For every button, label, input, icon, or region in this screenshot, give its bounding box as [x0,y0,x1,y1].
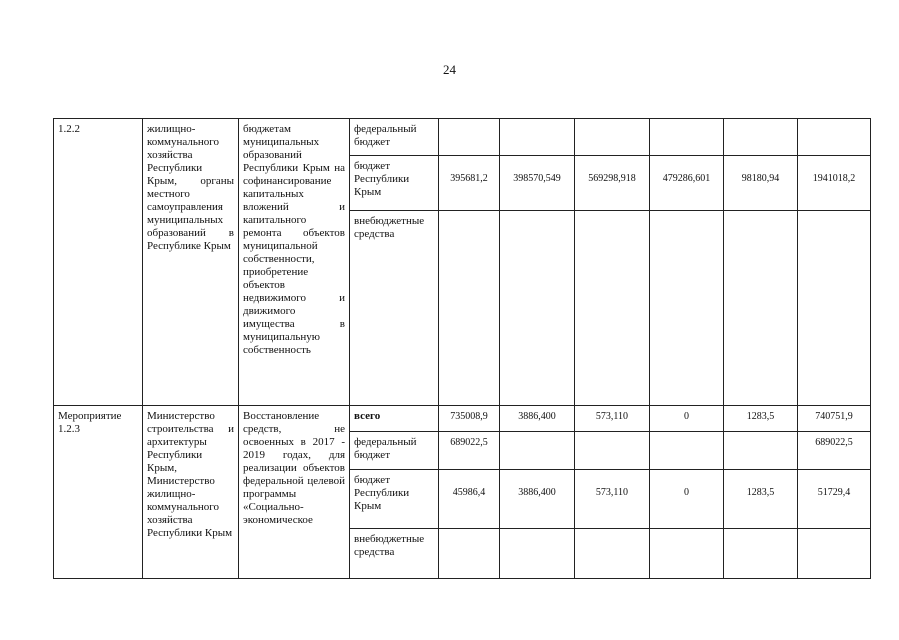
value-cell [575,432,650,470]
value-cell [650,432,724,470]
value-cell: 45986,4 [439,470,500,529]
value-cell: 3886,400 [500,406,575,432]
value-cell [439,119,500,156]
value-cell: 735008,9 [439,406,500,432]
value-cell: 0 [650,470,724,529]
funding-source: внебюджетные средства [350,529,439,579]
funding-source: федеральный бюджет [350,432,439,470]
value-cell: 98180,94 [724,156,798,211]
value-cell: 689022,5 [798,432,871,470]
row-description: Восстановление средств, не освоенных в 2017 - 2019 годах, для реализации объектов федеральной целевой программы «Социально-экономическое [239,406,350,579]
page-number: 24 [443,62,456,77]
funding-source: федеральный бюджет [350,119,439,156]
value-cell [724,529,798,579]
table-row [54,406,871,432]
value-cell [575,529,650,579]
funding-source: бюджет Республики Крым [350,470,439,529]
value-cell: 1283,5 [724,470,798,529]
row-description: бюджетам муниципальных образований Республики Крым на софинансирование капитальных вложений и капитального ремонта объектов муниципальной собственности, приобретение объектов недвижимого и движимого имущества в муниципальную собственность [239,119,350,406]
value-cell [575,119,650,156]
value-cell [439,211,500,406]
value-cell [650,211,724,406]
row-code: Мероприятие 1.2.3 [54,406,143,579]
value-cell: 569298,918 [575,156,650,211]
value-cell: 0 [650,406,724,432]
value-cell [439,529,500,579]
funding-source: всего [350,406,439,432]
value-cell: 51729,4 [798,470,871,529]
value-cell [724,432,798,470]
value-cell [724,211,798,406]
row-executor: Министерство строительства и архитектуры Республики Крым, Министерство жилищно-коммунального хозяйства Республики Крым [143,406,239,579]
value-cell: 3886,400 [500,470,575,529]
value-cell [500,119,575,156]
value-cell [650,529,724,579]
budget-table [53,118,871,579]
value-cell: 479286,601 [650,156,724,211]
funding-source: бюджет Республики Крым [350,156,439,211]
value-cell: 1941018,2 [798,156,871,211]
funding-source: внебюджетные средства [350,211,439,406]
value-cell: 573,110 [575,470,650,529]
value-cell [798,529,871,579]
table-row [54,119,871,156]
value-cell: 1283,5 [724,406,798,432]
row-code: 1.2.2 [54,119,143,406]
value-cell [798,211,871,406]
value-cell [798,119,871,156]
value-cell: 398570,549 [500,156,575,211]
value-cell: 740751,9 [798,406,871,432]
value-cell [500,211,575,406]
value-cell: 395681,2 [439,156,500,211]
value-cell [500,529,575,579]
value-cell: 573,110 [575,406,650,432]
value-cell [650,119,724,156]
value-cell [500,432,575,470]
value-cell [724,119,798,156]
row-executor: жилищно-коммунального хозяйства Республики Крым, органы местного самоуправления муниципальных образований в Республике Крым [143,119,239,406]
value-cell [575,211,650,406]
value-cell: 689022,5 [439,432,500,470]
